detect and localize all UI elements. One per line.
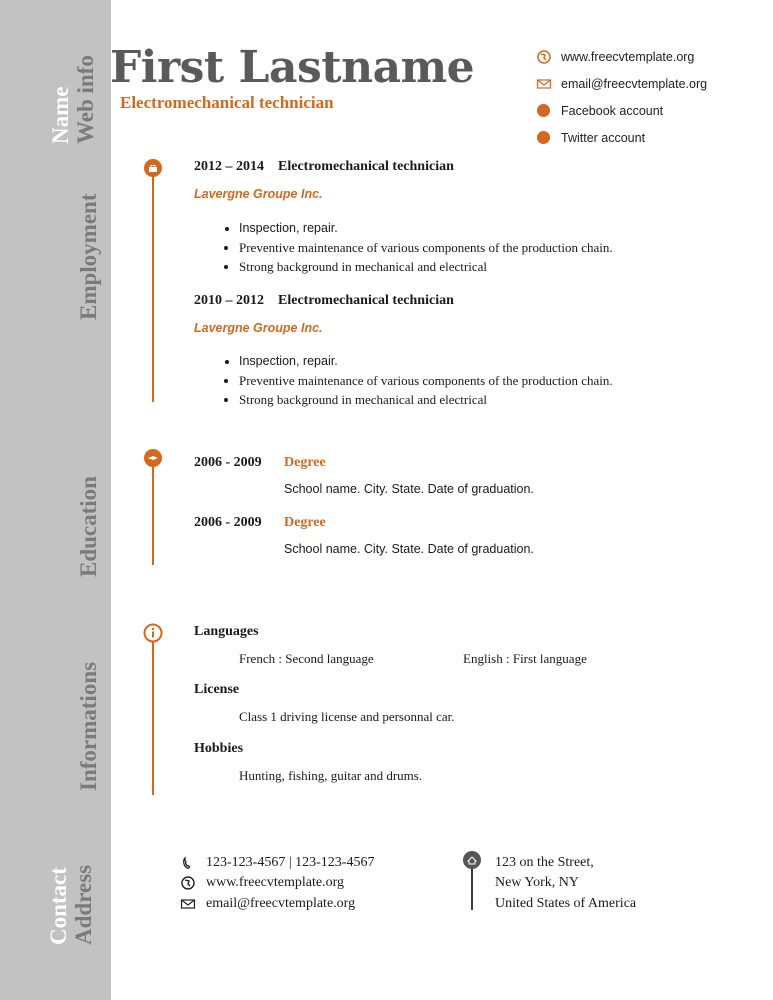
education-years: 2006 - 2009 — [194, 515, 262, 530]
contact-phones[interactable]: 123-123-4567 | 123-123-4567 — [206, 855, 375, 870]
sidebar-informations-label: Informations — [76, 661, 101, 791]
email-icon — [536, 76, 552, 92]
sidebar-name-label: Name — [48, 86, 73, 144]
employment-title: Electromechanical technician — [278, 293, 454, 308]
language-item: English : First language — [463, 651, 587, 666]
web-info-email — [536, 75, 707, 102]
informations-timeline — [152, 633, 154, 795]
graduation-cap-icon — [144, 449, 162, 467]
list-item: • Strong background in mechanical and electrical — [239, 257, 613, 276]
web-info — [536, 48, 707, 156]
employment-company: Lavergne Groupe Inc. — [194, 321, 323, 335]
globe-icon — [536, 49, 552, 65]
education-degree: Degree — [284, 455, 326, 470]
education-details: School name. City. State. Date of graduation. — [284, 482, 534, 496]
list-item: • Inspection, repair. — [239, 352, 613, 371]
web-info-facebook — [536, 102, 707, 129]
license-text: Class 1 driving license and personnal car. — [239, 709, 455, 724]
list-item: • Preventive maintenance of various components of the production chain. — [239, 238, 613, 257]
home-icon — [463, 851, 481, 869]
employment-company: Lavergne Groupe Inc. — [194, 187, 323, 201]
employment-period: 2010 – 2012 — [194, 293, 264, 308]
education-degree: Degree — [284, 515, 326, 530]
address-line-2: New York, NY — [495, 875, 580, 890]
list-item: • Preventive maintenance of various components of the production chain. — [239, 371, 613, 390]
license-heading: License — [194, 682, 240, 697]
employment-entry-2-heading — [194, 293, 454, 309]
sidebar-education-label: Education — [76, 476, 101, 577]
list-item: • Strong background in mechanical and electrical — [239, 390, 613, 409]
employment-duties-list — [222, 352, 613, 409]
facebook-icon — [537, 104, 550, 117]
globe-icon — [180, 875, 196, 891]
employment-timeline — [152, 165, 154, 402]
contact-website[interactable]: www.freecvtemplate.org — [206, 875, 344, 890]
page-title: First Lastname — [110, 42, 475, 93]
employment-period: 2012 – 2014 — [194, 159, 264, 174]
languages-heading: Languages — [194, 624, 259, 639]
web-info-twitter — [536, 129, 707, 156]
employment-duties-list — [222, 219, 613, 276]
sidebar-address-label: Address — [71, 864, 96, 945]
twitter-link[interactable]: Twitter account — [561, 131, 646, 145]
briefcase-icon — [144, 159, 162, 177]
web-info-website — [536, 48, 707, 75]
education-details: School name. City. State. Date of graduation. — [284, 542, 534, 556]
address-line-1: 123 on the Street, — [495, 855, 594, 870]
info-icon — [143, 623, 163, 643]
sidebar — [0, 0, 111, 1000]
sidebar-contact-label: Contact — [46, 867, 71, 945]
sidebar-webinfo-label: Web info — [73, 55, 98, 144]
language-item: French : Second language — [239, 651, 374, 666]
website-link[interactable]: www.freecvtemplate.org — [561, 50, 695, 64]
facebook-link[interactable]: Facebook account — [561, 104, 664, 118]
sidebar-employment-label: Employment — [76, 193, 101, 320]
phone-icon — [180, 855, 196, 871]
email-icon — [180, 896, 196, 912]
twitter-icon — [537, 131, 550, 144]
hobbies-heading: Hobbies — [194, 741, 244, 756]
job-title: Electromechanical technician — [120, 93, 334, 112]
employment-entry-1-heading — [194, 159, 454, 175]
education-timeline — [152, 455, 154, 565]
hobbies-text: Hunting, fishing, guitar and drums. — [239, 768, 423, 783]
employment-title: Electromechanical technician — [278, 159, 454, 174]
contact-email[interactable]: email@freecvtemplate.org — [206, 896, 356, 911]
list-item: • Inspection, repair. — [239, 219, 613, 238]
education-years: 2006 - 2009 — [194, 455, 262, 470]
email-link[interactable]: email@freecvtemplate.org — [561, 77, 708, 91]
address-line-3: United States of America — [495, 896, 637, 911]
